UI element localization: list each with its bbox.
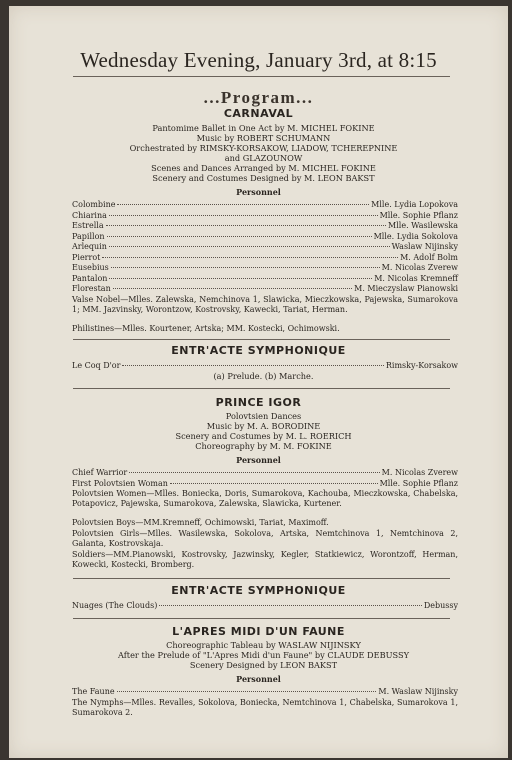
credit-line: Scenery and Costumes by M. L. ROERICH xyxy=(175,431,352,441)
leader-dots xyxy=(159,605,422,606)
composer: Rimsky-Korsakow xyxy=(385,361,458,370)
dancer: M. Nicolas Zverew xyxy=(381,263,458,272)
credit-line: Polovtsien Dances xyxy=(225,411,302,421)
credit-line: Orchestrated by RIMSKY-KORSAKOW, LIADOW, TCHEREPNINE xyxy=(129,143,398,153)
igor-credits xyxy=(69,411,458,451)
music-row xyxy=(72,361,458,371)
soldiers-group: Soldiers—MM.Pianowski, Kostrovsky, Jazwinsky, Kegler, Statkiewicz, Worontzoff, Herman, Kowecki, Kostecki, Bromberg. xyxy=(72,550,458,569)
dancer: Mlle. Wasilewska xyxy=(388,221,458,230)
cast-row xyxy=(72,468,458,478)
role: Florestan xyxy=(72,284,111,293)
role: Eusebius xyxy=(72,263,109,272)
leader-dots xyxy=(109,278,372,279)
cast-row xyxy=(72,200,458,210)
girls-group: Polovtsien Girls—Mlles. Wasilewska, Sokolova, Artska, Nemtchinova 1, Nemtchinova 2, Galanta, Kostrovskaja. xyxy=(72,529,458,548)
cast-row xyxy=(72,211,458,221)
leader-dots xyxy=(129,472,379,473)
cast-row xyxy=(72,253,458,263)
credit-line: Music by M. A. BORODINE xyxy=(206,421,321,431)
carnaval-title: CARNAVAL xyxy=(223,107,294,120)
role: Chief Warrior xyxy=(72,468,128,477)
dancer: Mlle. Lydia Lopokova xyxy=(371,200,458,209)
composer: Debussy xyxy=(423,601,458,610)
divider xyxy=(73,618,450,619)
personnel-label: Personnel xyxy=(236,455,281,465)
credit-line: Music by ROBERT SCHUMANN xyxy=(196,133,331,143)
boys-group: Polovtsien Boys—MM.Kremneff, Ochimowski, Tariat, Maximoff. xyxy=(72,518,329,527)
women-group: Polovtsien Women—Mlles. Boniecka, Doris, Sumarokova, Kachouba, Mieczkowska, Chabelska, Potapovicz, Pajewska, Sumarokova, Zalewska, Slawicka, Kurtener. xyxy=(72,489,458,508)
program-title: ...Program... xyxy=(203,88,314,107)
music-row xyxy=(72,601,458,611)
leader-dots xyxy=(109,246,390,247)
credit-line: Pantomime Ballet in One Act by M. MICHEL FOKINE xyxy=(152,123,375,133)
personnel-label: Personnel xyxy=(236,674,281,684)
cast-row xyxy=(72,232,458,242)
dancer: M. Waslaw Nijinsky xyxy=(378,687,458,696)
philistines-group: Philistines—Mlles. Kourtener, Artska; MM. Kostecki, Ochimowski. xyxy=(72,324,340,333)
cast-row xyxy=(72,687,458,697)
leader-dots xyxy=(106,225,386,226)
credit-line: Scenery and Costumes Designed by M. LEON BAKST xyxy=(152,173,375,183)
leader-dots xyxy=(122,365,383,366)
cast-row xyxy=(72,242,458,252)
entracte-title: ENTR'ACTE SYMPHONIQUE xyxy=(171,344,346,357)
entracte-parts: (a) Prelude. (b) Marche. xyxy=(213,371,314,381)
leader-dots xyxy=(102,257,398,258)
program-sheet xyxy=(9,6,508,758)
piece: Le Coq D'or xyxy=(72,361,121,370)
divider xyxy=(73,339,450,340)
igor-title: PRINCE IGOR xyxy=(215,396,302,409)
leader-dots xyxy=(170,483,378,484)
nymphs-group: The Nymphs—Mlles. Revalles, Sokolova, Boniecka, Nemtchinova 1, Chabelska, Sumarokova 1, Sumarokova 2. xyxy=(72,698,458,717)
role: Pantalon xyxy=(72,273,108,283)
leader-dots xyxy=(107,236,372,237)
credit-line: Choreography by M. M. FOKINE xyxy=(195,441,332,451)
cast-row xyxy=(72,263,458,273)
role: Chiarina xyxy=(72,210,107,220)
dancer: M. Nicolas Kremneff xyxy=(374,273,458,283)
leader-dots xyxy=(117,691,377,692)
credit-line: Scenes and Dances Arranged by M. MICHEL FOKINE xyxy=(151,163,376,173)
leader-dots xyxy=(113,288,352,289)
faune-credits xyxy=(69,640,458,670)
leader-dots xyxy=(111,267,380,268)
dancer: M. Adolf Bolm xyxy=(400,252,458,262)
divider xyxy=(73,578,450,579)
faune-title: L'APRES MIDI D'UN FAUNE xyxy=(172,625,345,638)
role: Arlequin xyxy=(72,242,107,251)
cast-row xyxy=(72,284,458,294)
dancer: M. Nicolas Zverew xyxy=(381,468,458,477)
cast-row xyxy=(72,221,458,231)
cast-row xyxy=(72,274,458,284)
credit-line: After the Prelude of "L'Apres Midi d'un Faune" by CLAUDE DEBUSSY xyxy=(118,650,409,660)
credit-line: and GLAZOUNOW xyxy=(224,153,303,163)
role: Estrella xyxy=(72,221,104,230)
dancer: M. Mieczyslaw Pianowski xyxy=(354,284,458,293)
divider xyxy=(73,388,450,389)
dancer: Mlle. Sophie Pflanz xyxy=(379,210,458,220)
personnel-label: Personnel xyxy=(236,187,281,197)
role: Pierrot xyxy=(72,252,101,262)
leader-dots xyxy=(117,204,369,205)
piece: Nuages (The Clouds) xyxy=(72,601,158,610)
page-title: Wednesday Evening, January 3rd, at 8:15 xyxy=(80,48,437,72)
dancer: Mlle. Sophie Pflanz xyxy=(379,478,458,488)
role: Colombine xyxy=(72,200,116,209)
carnaval-credits xyxy=(69,123,458,183)
credit-line: Choreographic Tableau by WASLAW NIJINSKY xyxy=(166,640,361,650)
valse-group: Valse Nobel—Mlles. Zalewska, Nemchinova 1, Slawicka, Mieczkowska, Pajewska, Sumarokova 1; MM. Jazvinsky, Worontzow, Kostrovsky, Kawecki, Tariat, Herman. xyxy=(72,295,458,314)
role: The Faune xyxy=(72,687,115,696)
leader-dots xyxy=(109,215,378,216)
role: First Polovtsien Woman xyxy=(72,478,168,488)
role: Papillon xyxy=(72,231,105,241)
divider xyxy=(73,76,450,77)
entracte-title: ENTR'ACTE SYMPHONIQUE xyxy=(171,584,346,597)
dancer: Waslaw Nijinsky xyxy=(391,242,458,251)
dancer: Mlle. Lydia Sokolova xyxy=(373,231,458,241)
credit-line: Scenery Designed by LEON BAKST xyxy=(189,660,338,670)
cast-row xyxy=(72,479,458,489)
